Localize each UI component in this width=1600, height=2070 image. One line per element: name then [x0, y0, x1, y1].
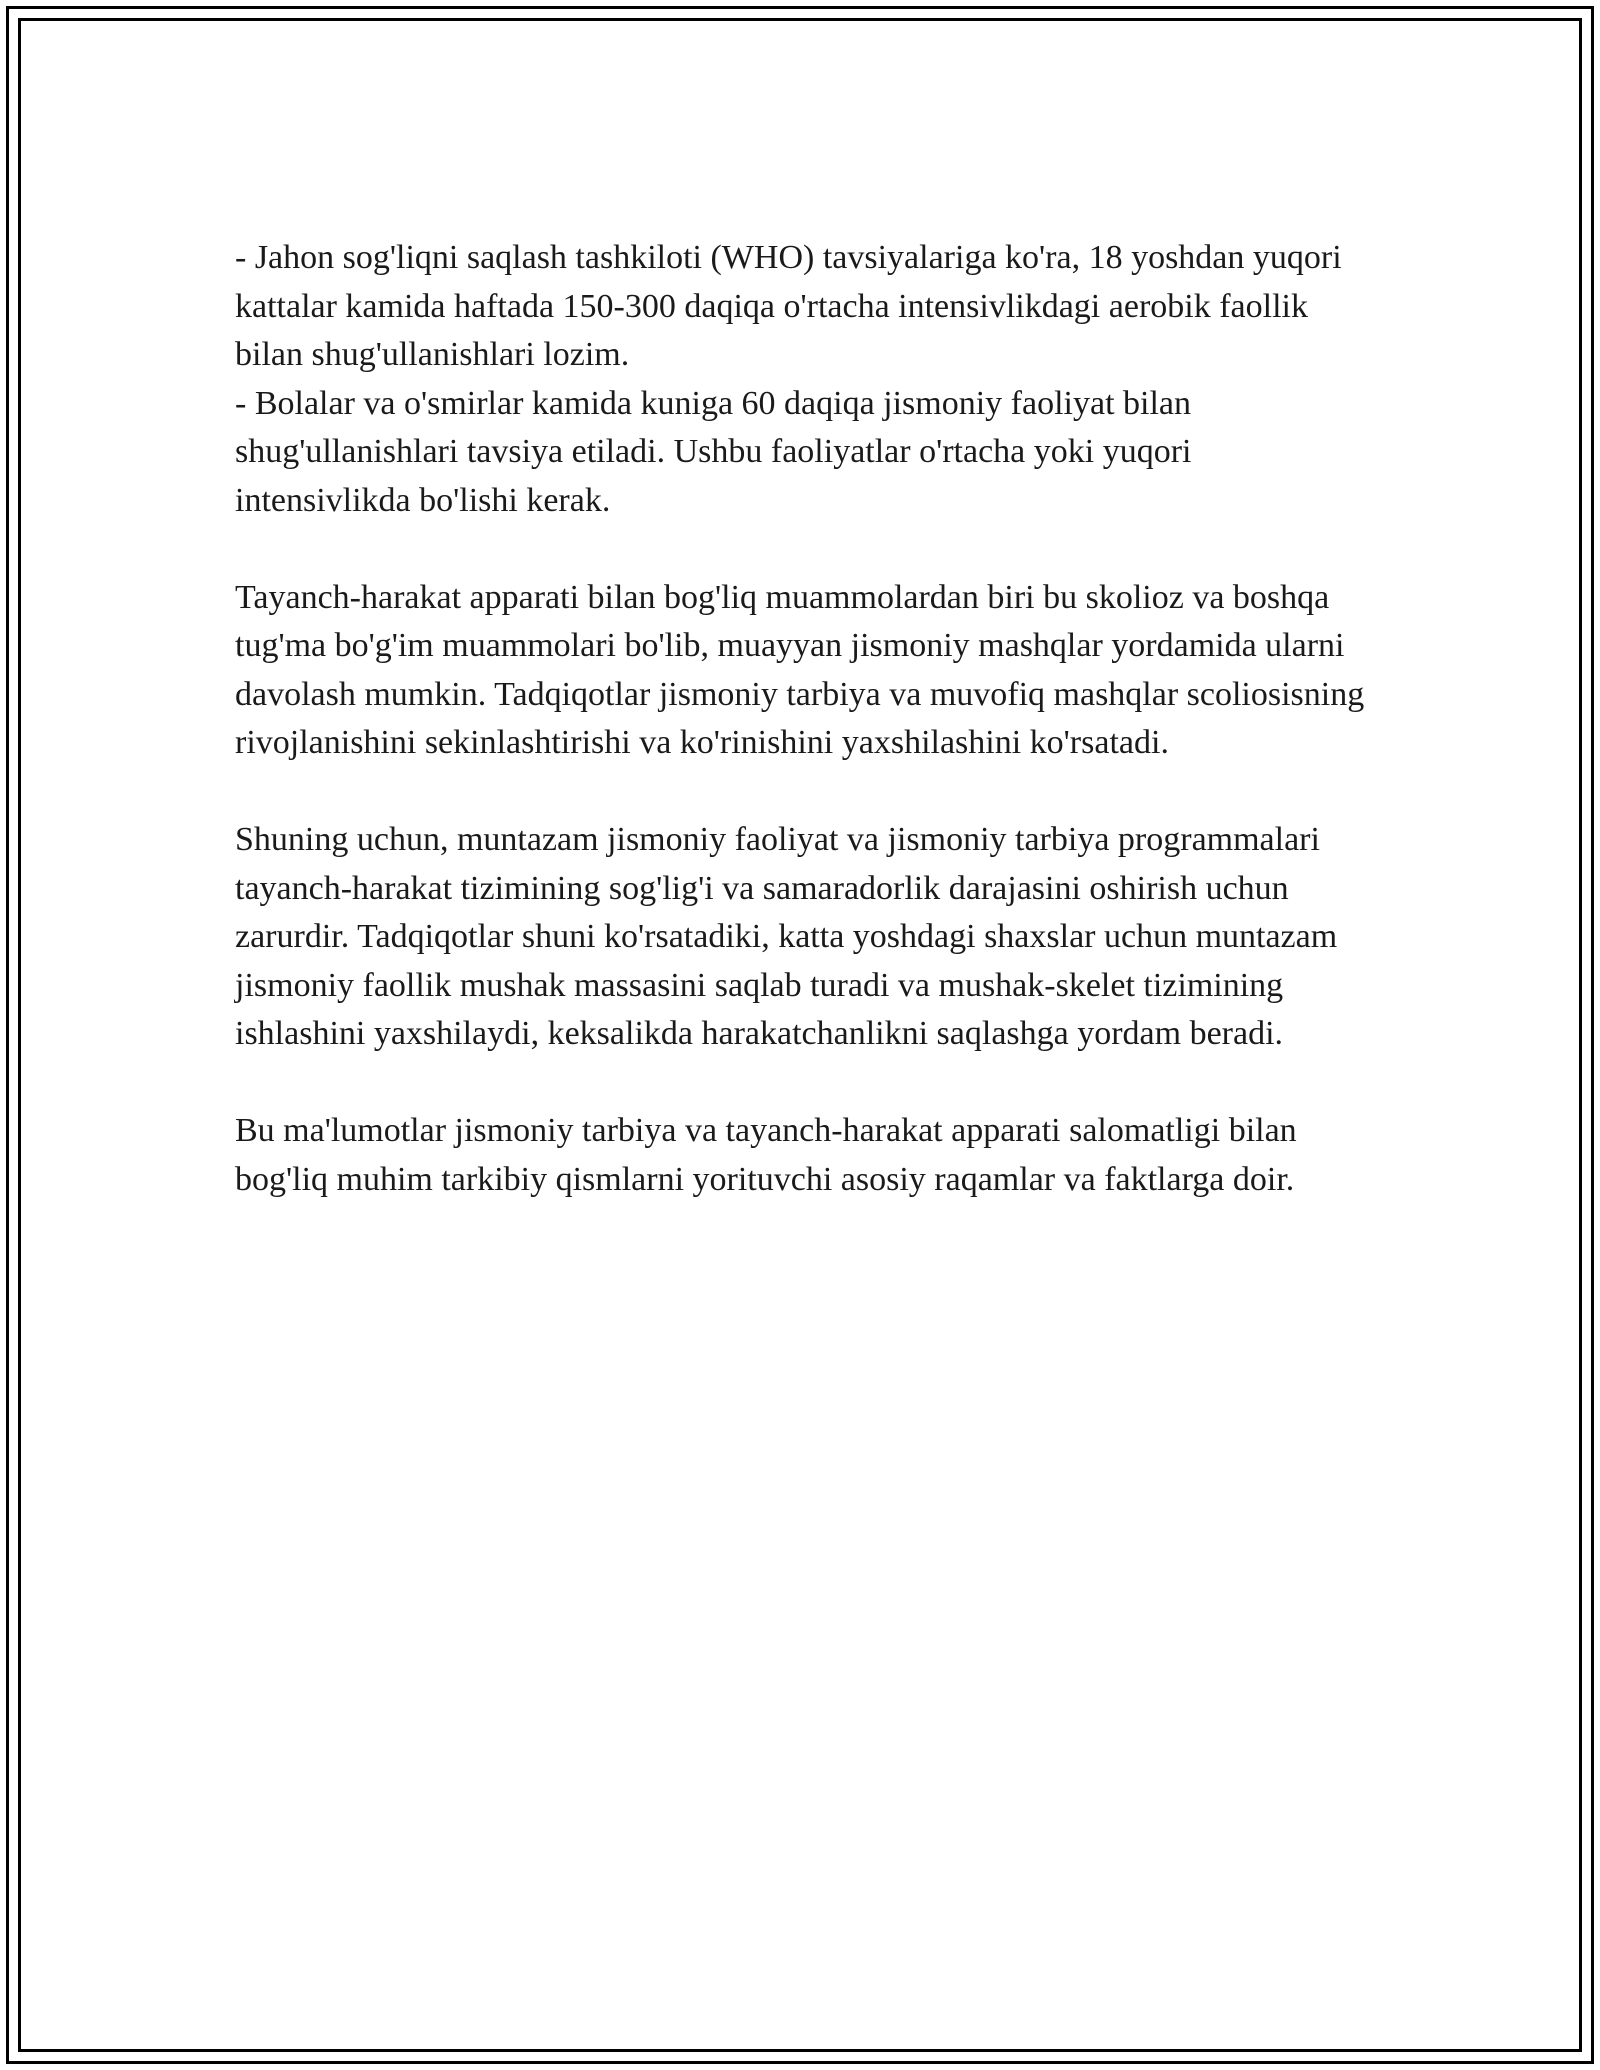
physical-activity-paragraph: Shuning uchun, muntazam jismoniy faoliyat va jismoniy tarbiya programmalari tayanch-harakat tizimining sog'lig'i va samaradorlik darajasini oshirish uchun zarurdir. Tadqiqotlar shuni ko'rsatadiki, katta yoshdagi shaxslar uchun muntazam jismoniy faollik mushak massasini saqlab turadi va mushak-skelet tizimining ishlashini yaxshilaydi, keksalikda harakatchanlikni saqlashga yordam beradi.	[235, 821, 1338, 1052]
document-body	[235, 234, 1370, 1253]
scoliosis-paragraph: Tayanch-harakat apparati bilan bog'liq muammolardan biri bu skolioz va boshqa tug'ma bo'g'im muammolari bo'lib, muayyan jismoniy mashqlar yordamida ularni davolash mumkin. Tadqiqotlar jismoniy tarbiya va muvofiq mashqlar scoliosisning rivojlanishini sekinlashtirishi va ko'rinishini yaxshilashini ko'rsatadi.	[235, 578, 1365, 761]
who-recommendations-list: - Jahon sog'liqni saqlash tashkiloti (WHO) tavsiyalariga ko'ra, 18 yoshdan yuqori kattalar kamida haftada 150-300 daqiqa o'rtacha intensivlikdagi aerobik faollik bilan shug'ullanishlari lozim. - Bolalar va o'smirlar kamida kuniga 60 daqiqa jismoniy faoliyat bilan shug'ullanishlari tavsiya etiladi. Ushbu faoliyatlar o'rtacha yoki yuqori intensivlikda bo'lishi kerak.	[235, 239, 1342, 519]
summary-paragraph: Bu ma'lumotlar jismoniy tarbiya va tayanch-harakat apparati salomatligi bilan bog'liq muhim tarkibiy qismlarni yorituvchi asosiy raqamlar va faktlarga doir.	[235, 1112, 1297, 1198]
